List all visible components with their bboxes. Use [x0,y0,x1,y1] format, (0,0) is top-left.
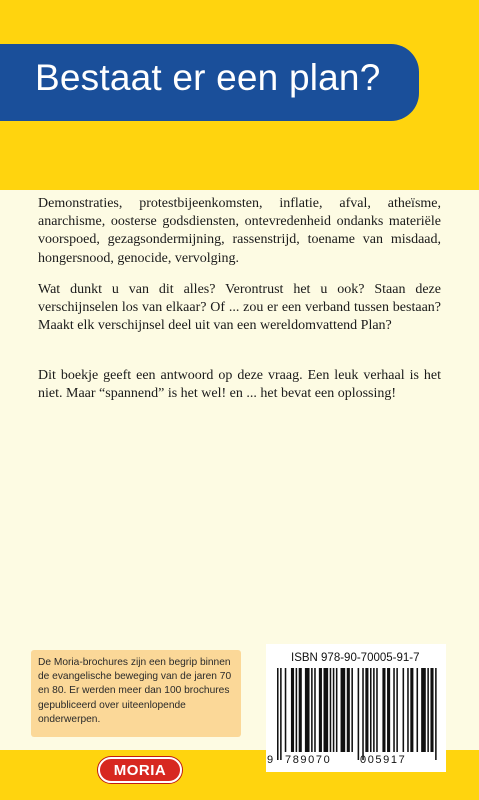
isbn-label: ISBN 978-90-70005-91-7 [291,652,420,664]
ean-left-digits: 789070 [285,754,332,766]
blurb-paragraph-2: Wat dunkt u van dit alles? Verontrust het u ook? Staan deze verschijnselen los van elkaar? Of ... zou er een verband tussen bestaan? Maakt elk verschijnsel deel uit van een wereldomvattend Plan? [38,282,441,334]
blurb-paragraph-3: Dit boekje geeft een antwoord op deze vraag. Een leuk verhaal is het niet. Maar “spannend” is het wel! en ... het bevat een oplossing! [38,368,441,402]
cover-title: Bestaat er een plan? [35,57,381,98]
ean-first-digit: 9 [267,754,275,766]
series-info-text: De Moria-brochures zijn een begrip binnen de evangelische beweging van de jaren 70 en 80. Er werden meer dan 100 brochures gepubliceerd over uiteenlopende onderwerpen. [38,657,232,725]
moria-logo [98,757,182,783]
ean-right-digits: 005917 [360,754,407,766]
barcode-icon [273,668,441,760]
blurb-paragraph-1: Demonstraties, protestbijeenkomsten, inflatie, afval, atheïsme, anarchisme, oosterse godsdiensten, ontevredenheid ondanks materiële voorspoed, gezagsondermijning, rassenstrijd, toename van misdaad, hongersnood, genocide, vervolging. [38,196,441,266]
moria-logo-text: MORIA [113,761,167,779]
